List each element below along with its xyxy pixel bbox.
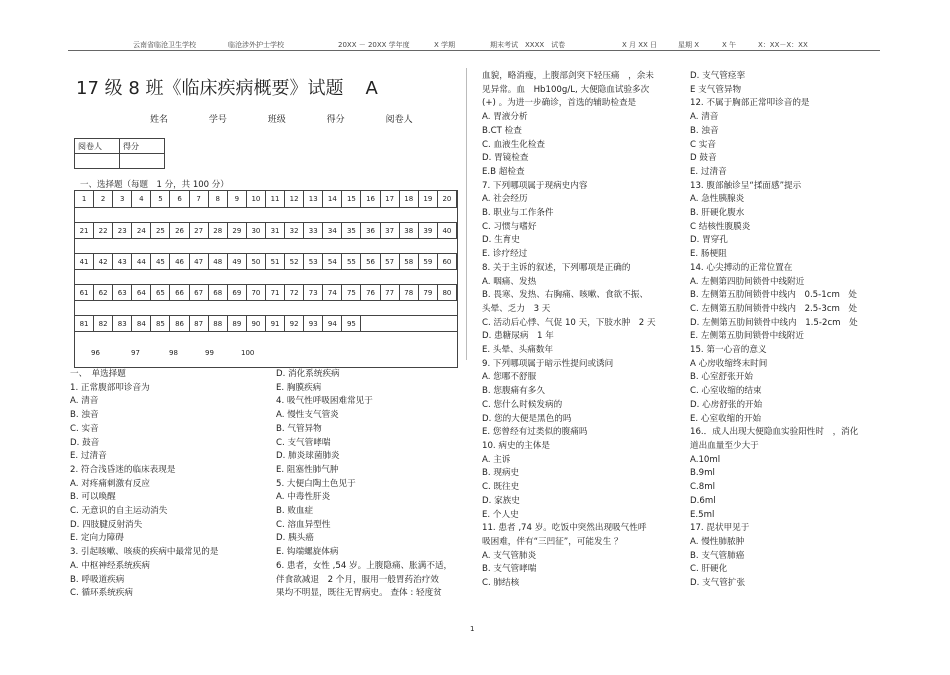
question-line: B. 呼吸道疾病 (70, 574, 125, 585)
answer-number: 30 (247, 223, 266, 239)
answer-row (75, 284, 457, 301)
answer-number: 49 (228, 254, 247, 270)
answer-number: 11 (266, 191, 285, 207)
answer-row (75, 191, 457, 207)
answer-number: 18 (400, 191, 419, 207)
question-line: E 支气管异物 (690, 84, 742, 95)
question-line: D. 胃镜检查 (482, 153, 529, 164)
question-line: D. 左侧第五肋间锁骨中线内 1.5-2cm 处 (690, 317, 858, 328)
question-line: E. 您曾经有过类似的腹痛吗 (482, 427, 588, 438)
answer-number: 19 (419, 191, 438, 207)
answer-number: 67 (190, 285, 209, 301)
header-exam: 期末考试 XXXX 试卷 (490, 41, 566, 49)
answer-number: 37 (381, 223, 400, 239)
answer-number: 71 (266, 285, 285, 301)
answer-number: 3 (113, 191, 132, 207)
field-grader: 阅卷人 (385, 115, 413, 125)
answer-row (75, 315, 457, 332)
question-line: E. 心室收缩的开始 (690, 413, 762, 424)
answer-number: 52 (285, 254, 304, 270)
question-line: 吸困难，伴有“三凹征”，可能发生 ？ (482, 536, 623, 547)
answer-number: 10 (247, 191, 266, 207)
question-line: A 心房收缩终末时间 (690, 358, 768, 369)
answer-number: 45 (151, 254, 170, 270)
question-line: B. 浊音 (690, 125, 719, 136)
answer-number: 81 (75, 316, 94, 332)
header-dept: 临沧涉外护士学校 (228, 41, 284, 49)
answer-number: 59 (419, 254, 438, 270)
question-line: A. 社会经历 (482, 194, 528, 205)
question-line: C. 肝硬化 (690, 564, 728, 575)
answer-number: 44 (132, 254, 151, 270)
answer-number: 17 (381, 191, 400, 207)
question-line: E.5ml (690, 509, 715, 520)
question-line: 头晕、乏力 3 天 (482, 303, 551, 314)
question-line: D. 鼓音 (70, 437, 100, 448)
answer-number: 98 (169, 349, 178, 357)
answer-number: 1 (75, 191, 94, 207)
answer-number: 89 (228, 316, 247, 332)
question-line: 伴食欲减退 2 个月，服用一般胃药治疗效 (276, 574, 439, 585)
answer-number: 94 (323, 316, 342, 332)
grader-cell[interactable] (75, 154, 120, 169)
question-line: 8. 关于主诉的叙述，下列哪项是正确的 (482, 262, 631, 273)
question-line: E. 阻塞性肺气肿 (276, 464, 339, 475)
answer-number: 57 (381, 254, 400, 270)
answer-number: 21 (75, 223, 94, 239)
question-line: C. 循环系统疾病 (70, 588, 134, 599)
question-line: B. 支气管哮喘 (482, 564, 537, 575)
question-line: D. 胃穿孔 (690, 235, 728, 246)
header-date: X 月 XX 日 (622, 41, 658, 49)
grader-label: 阅卷人 (75, 139, 120, 154)
question-line: C. 血液生化检查 (482, 139, 546, 150)
answer-number: 24 (132, 223, 151, 239)
answer-number: 35 (342, 223, 361, 239)
answer-number: 6 (171, 191, 190, 207)
answer-number: 64 (132, 285, 151, 301)
question-line: C. 溶血异型性 (276, 519, 331, 530)
question-line: B. 支气管肺癌 (690, 550, 745, 561)
header-term: X 学期 (434, 41, 456, 49)
answer-number: 32 (285, 223, 304, 239)
question-line: C. 您什么时候发病的 (482, 399, 563, 410)
question-line: 5. 大便白陶土色见于 (276, 478, 356, 489)
answer-number: 76 (362, 285, 381, 301)
answer-number: 22 (94, 223, 113, 239)
answer-number: 26 (171, 223, 190, 239)
question-line: 道出血量至少大于 (690, 440, 759, 451)
question-line: 14. 心尖搏动的正常位置在 (690, 262, 793, 273)
question-line: B. 肝硬化腹水 (690, 208, 745, 219)
answer-number: 47 (190, 254, 209, 270)
grader-table (74, 138, 165, 169)
answer-number: 74 (323, 285, 342, 301)
answer-blank-row[interactable] (75, 269, 457, 285)
answer-number: 72 (285, 285, 304, 301)
column-divider (466, 68, 467, 360)
question-line: A. 慢性肺脓肿 (690, 536, 745, 547)
answer-number: 54 (323, 254, 342, 270)
answer-number: 61 (75, 285, 94, 301)
question-line: B. 气管异物 (276, 423, 322, 434)
answer-number: 96 (91, 349, 100, 357)
question-column-3 (482, 70, 682, 591)
question-line: C. 支气管哮喘 (276, 437, 331, 448)
question-line: 6. 患者，女性 ,54 岁。上腹隐痛、胀满不适， (276, 560, 453, 571)
question-line: 17. 毘状甲见于 (690, 523, 750, 534)
question-line: D. 支气管痉挛 (690, 71, 746, 81)
question-column-2 (276, 368, 471, 601)
answer-number: 31 (266, 223, 285, 239)
question-line: C 结核性腹膜炎 (690, 221, 751, 232)
answer-number: 97 (131, 349, 140, 357)
header-weekday: 星期 X (678, 41, 700, 49)
question-line: D. 消化系统疾病 (276, 369, 340, 379)
question-line: B.CT 检查 (482, 125, 522, 136)
answer-number: 78 (400, 285, 419, 301)
question-line: C.8ml (690, 482, 715, 493)
question-line: C. 活动后心悸、气促 10 天，下肢水肿 2 天 (482, 317, 656, 328)
answer-number: 85 (151, 316, 170, 332)
answer-number: 41 (75, 254, 94, 270)
answer-number: 9 (228, 191, 247, 207)
question-line: E. 过清音 (70, 451, 107, 462)
question-line: D.6ml (690, 495, 716, 506)
question-line: E. 左侧第五肋间锁骨中线附近 (690, 331, 805, 342)
question-line: 一、 单选择题 (70, 369, 126, 379)
header-school: 云南省临沧卫生学校 (133, 41, 196, 49)
header-divider (68, 50, 880, 51)
question-line: A. 清音 (690, 112, 719, 123)
answer-number: 86 (171, 316, 190, 332)
answer-number: 73 (304, 285, 323, 301)
question-line: B. 您腹痛有多久 (482, 386, 545, 397)
question-line: A.10ml (690, 454, 721, 465)
question-line: C. 心室收缩的结束 (690, 386, 762, 397)
answer-number: 42 (94, 254, 113, 270)
question-line: 16.．成人出现大便隐血实验阳性时 ，消化 (690, 427, 859, 438)
question-line: E. 胸膜疾病 (276, 382, 322, 393)
answer-number: 16 (362, 191, 381, 207)
answer-number: 29 (228, 223, 247, 239)
answer-number: 65 (151, 285, 170, 301)
question-line: A. 您哪不舒服 (482, 372, 537, 383)
question-line: 13. 腹部触诊呈“揉面感”提示 (690, 180, 802, 191)
question-line: B. 浊音 (70, 410, 99, 421)
question-line: B. 左侧第五肋间锁骨中线内 0.5-1cm 处 (690, 290, 858, 301)
question-line: B. 败血症 (276, 506, 314, 517)
question-line: B. 畏寒、发热、右胸痛、咳嗽、食欲不振、 (482, 290, 649, 301)
field-id: 学号 (208, 115, 227, 125)
question-line: 2. 符合浅昏迷的临床表现是 (70, 464, 176, 475)
answer-number: 46 (171, 254, 190, 270)
question-line: E. 个人史 (482, 509, 519, 520)
question-line: E.B 超检查 (482, 166, 525, 177)
question-line: E. 钩端螺旋体病 (276, 547, 339, 558)
answer-number: 91 (266, 316, 285, 332)
question-line: 见异常。血 Hb100g/L, 大便隐血试验多次 (482, 84, 650, 95)
question-line: E. 过清音 (690, 166, 727, 177)
question-line: D. 胰头癌 (276, 533, 314, 544)
question-line: C. 既往史 (482, 482, 520, 493)
answer-number: 33 (304, 223, 323, 239)
question-line: B. 职业与工作条件 (482, 208, 554, 219)
answer-number: 80 (438, 285, 457, 301)
question-line: A. 对疼痛刺激有反应 (70, 478, 150, 489)
answer-number: 4 (132, 191, 151, 207)
answer-number: 68 (209, 285, 228, 301)
answer-number: 39 (419, 223, 438, 239)
question-line: A. 左侧第四肋间锁骨中线附近 (690, 276, 805, 287)
answer-number: 84 (132, 316, 151, 332)
header-year: 20XX － 20XX 学年度 (338, 41, 410, 49)
question-line: C. 习惯与嗜好 (482, 221, 537, 232)
answer-number: 66 (171, 285, 190, 301)
question-line: D. 四肢腱反射消失 (70, 519, 143, 530)
answer-number: 53 (304, 254, 323, 270)
section1-title: 一、选择题（每题 1 分，共 100 分） (80, 180, 229, 190)
answer-number: 88 (209, 316, 228, 332)
question-line: A. 胃液分析 (482, 112, 528, 123)
answer-number: 8 (209, 191, 228, 207)
question-line: 3. 引起咳嗽、咳痰的疾病中最常见的是 (70, 547, 219, 558)
answer-number: 90 (247, 316, 266, 332)
answer-number: 15 (342, 191, 361, 207)
question-line: C 实音 (690, 139, 716, 150)
question-line: B.9ml (690, 468, 715, 479)
answer-row (75, 253, 457, 270)
answer-number: 48 (209, 254, 228, 270)
answer-row (75, 222, 457, 239)
answer-number: 58 (400, 254, 419, 270)
answer-number: 50 (247, 254, 266, 270)
question-line: 4. 吸气性呼吸困难常见于 (276, 396, 373, 407)
answer-number: 87 (190, 316, 209, 332)
answer-blank-row[interactable] (75, 300, 457, 316)
question-line: 血貌，略消瘦，上腹部剑突下轻压痛 ，余未 (482, 71, 654, 81)
question-line: D. 支气管扩张 (690, 578, 746, 589)
answer-number: 92 (285, 316, 304, 332)
question-line: E. 定向力障碍 (70, 533, 124, 544)
answer-number: 13 (304, 191, 323, 207)
question-line: 10. 病史的主体是 (482, 440, 550, 451)
answer-number: 25 (151, 223, 170, 239)
answer-number: 34 (323, 223, 342, 239)
question-column-1 (70, 368, 265, 601)
question-line: A. 支气管肺炎 (482, 550, 537, 561)
question-line: (+) 。为进一步确诊，首选的辅助检查是 (482, 98, 637, 109)
question-line: E. 肠梗阻 (690, 249, 727, 260)
answer-number: 56 (362, 254, 381, 270)
question-line: C. 实音 (70, 423, 99, 434)
question-line: A. 咽痛、发热 (482, 276, 537, 287)
answer-number: 62 (94, 285, 113, 301)
score-cell[interactable] (120, 154, 165, 169)
answer-number: 2 (94, 191, 113, 207)
question-line: E. 头晕、头痛数年 (482, 345, 554, 356)
exam-version: A (365, 78, 378, 99)
header-time: X：XX－X：XX (758, 41, 808, 49)
question-line: 9. 下列哪项属于暗示性提问或诱问 (482, 358, 614, 369)
answer-number: 69 (228, 285, 247, 301)
answer-number: 82 (94, 316, 113, 332)
question-column-4 (690, 70, 890, 591)
answer-number: 14 (323, 191, 342, 207)
answer-number: 43 (113, 254, 132, 270)
question-line: 11. 患者 ,74 岁。吃饭中突然出现吸气性呼 (482, 523, 647, 534)
question-line: C. 无意识的自主运动消失 (70, 506, 168, 517)
field-class: 班级 (267, 115, 286, 125)
score-label: 得分 (120, 139, 165, 154)
answer-last-row (75, 343, 457, 367)
answer-blank-row[interactable] (75, 207, 457, 223)
question-line: D 鼓音 (690, 153, 717, 164)
question-line: 1. 正常腹部叩诊音为 (70, 382, 150, 393)
answer-number: 60 (438, 254, 457, 270)
header-ampm: X 午 (722, 41, 737, 49)
answer-number: 20 (438, 191, 457, 207)
question-line: C. 肺结核 (482, 578, 520, 589)
question-line: B. 心室舒张开始 (690, 372, 753, 383)
answer-number: 28 (209, 223, 228, 239)
answer-number: 77 (381, 285, 400, 301)
question-line: 12. 不属于胸部正常叩诊音的是 (690, 98, 810, 109)
field-score: 得分 (326, 115, 345, 125)
question-line: A. 急性胰腺炎 (690, 194, 745, 205)
answer-number: 55 (342, 254, 361, 270)
question-line: D. 患糖尿病 1 年 (482, 331, 554, 342)
answer-number: 93 (304, 316, 323, 332)
question-line: 果均不明显，既往无胃病史。 查体 : 轻度贫 (276, 588, 442, 599)
answer-number: 99 (205, 349, 214, 357)
question-line: D. 心房舒张的开始 (690, 399, 763, 410)
question-line: 15. 第一心音的意义 (690, 345, 767, 356)
question-line: A. 清音 (70, 396, 99, 407)
answer-number: 5 (151, 191, 170, 207)
answer-number: 23 (113, 223, 132, 239)
question-line: D. 家族史 (482, 495, 520, 506)
question-line: E. 诊疗经过 (482, 249, 528, 260)
question-line: B. 可以唤醒 (70, 492, 116, 503)
exam-title (76, 74, 378, 100)
question-line: A. 中毒性肝炎 (276, 492, 331, 503)
question-line: A. 中枢神经系统疾病 (70, 560, 150, 571)
student-fields (150, 112, 451, 125)
question-line: D. 您的大便是黑色的吗 (482, 413, 572, 424)
answer-number: 95 (342, 316, 361, 332)
question-line: A. 慢性支气管炎 (276, 410, 339, 421)
answer-number: 100 (241, 349, 255, 357)
answer-number: 27 (190, 223, 209, 239)
answer-number: 38 (400, 223, 419, 239)
answer-number: 7 (190, 191, 209, 207)
question-line: A. 主诉 (482, 454, 511, 465)
answer-blank-row[interactable] (75, 238, 457, 254)
question-line: B. 现病史 (482, 468, 520, 479)
answer-number: 79 (419, 285, 438, 301)
answer-number: 36 (362, 223, 381, 239)
answer-number: 70 (247, 285, 266, 301)
answer-number: 75 (342, 285, 361, 301)
answer-number: 83 (113, 316, 132, 332)
answer-number: 12 (285, 191, 304, 207)
exam-title-main: 17 级 8 班《临床疾病概要》试题 (76, 78, 344, 99)
question-line: C. 左侧第五肋间锁骨中线内 2.5-3cm 处 (690, 303, 858, 314)
question-line: D. 肺炎球菌肺炎 (276, 451, 340, 462)
answer-number: 40 (438, 223, 457, 239)
field-name: 姓名 (150, 115, 169, 125)
question-line: 7. 下列哪项属于现病史内容 (482, 180, 588, 191)
page-number: 1 (470, 625, 475, 633)
answer-number: 51 (266, 254, 285, 270)
answer-number: 63 (113, 285, 132, 301)
question-line: D. 生育史 (482, 235, 520, 246)
answer-grid (74, 190, 458, 368)
